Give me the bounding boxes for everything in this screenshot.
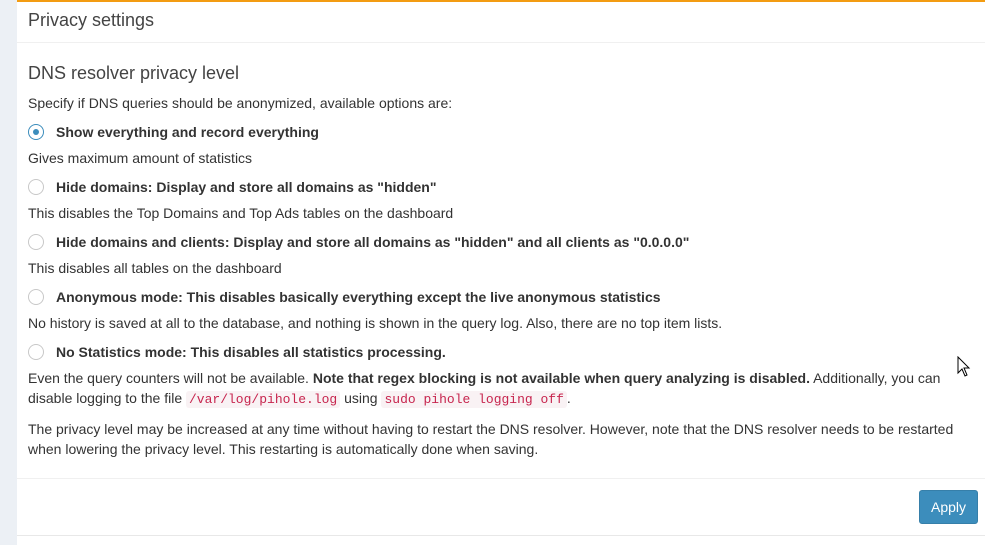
radio-no-statistics[interactable] — [28, 344, 44, 360]
radio-hide-domains[interactable] — [28, 179, 44, 195]
desc-text: Additionally, you can disable logging to the file — [28, 370, 941, 406]
option-label: No Statistics mode: This disables all statistics processing. — [56, 344, 446, 360]
option-hide-domains-clients[interactable] — [28, 234, 689, 250]
option-hide-domains[interactable] — [28, 179, 436, 195]
option-label: Show everything and record everything — [56, 124, 319, 140]
desc-text: Even the query counters will not be available. — [28, 370, 313, 386]
option-desc: This disables all tables on the dashboard — [28, 260, 282, 276]
radio-hide-domains-clients[interactable] — [28, 234, 44, 250]
option-label: Hide domains and clients: Display and store all domains as "hidden" and all clients as "0.0.0.0" — [56, 234, 690, 250]
box-header — [17, 2, 985, 43]
option-desc: No history is saved at all to the database, and nothing is shown in the query log. Also, there are no top item lists. — [28, 315, 723, 331]
desc-text: using — [340, 390, 382, 406]
box-title: Privacy settings — [28, 10, 155, 30]
mouse-pointer-icon — [957, 356, 971, 378]
section-title: DNS resolver privacy level — [28, 63, 240, 83]
option-desc: This disables the Top Domains and Top Ads tables on the dashboard — [28, 205, 454, 221]
radio-show-everything[interactable] — [28, 124, 44, 140]
radio-anonymous-mode[interactable] — [28, 289, 44, 305]
privacy-settings-box — [17, 0, 985, 545]
section-intro: Specify if DNS queries should be anonymized, available options are: — [28, 95, 453, 111]
option-label: Hide domains: Display and store all domains as "hidden" — [56, 179, 437, 195]
code-logging-command: sudo pihole logging off — [381, 391, 566, 408]
code-log-path: /var/log/pihole.log — [186, 391, 340, 408]
option-label: Anonymous mode: This disables basically everything except the live anonymous statistics — [56, 289, 661, 305]
desc-text: . — [566, 390, 571, 406]
option-desc: Gives maximum amount of statistics — [28, 150, 253, 166]
box-footer — [17, 478, 985, 536]
privacy-note: The privacy level may be increased at any time without having to restart the DNS resolver. However, note that the DNS resolver needs to be restarted when lowering the privacy level. This restarting is automatically done when saving. — [28, 421, 954, 457]
no-stats-desc — [28, 368, 973, 410]
option-no-statistics[interactable] — [28, 344, 446, 360]
option-show-everything[interactable] — [28, 124, 319, 140]
apply-button[interactable]: Apply — [919, 490, 978, 524]
desc-bold-note: Note that regex blocking is not available when query analyzing is disabled. — [312, 370, 810, 386]
option-anonymous-mode[interactable] — [28, 289, 661, 305]
